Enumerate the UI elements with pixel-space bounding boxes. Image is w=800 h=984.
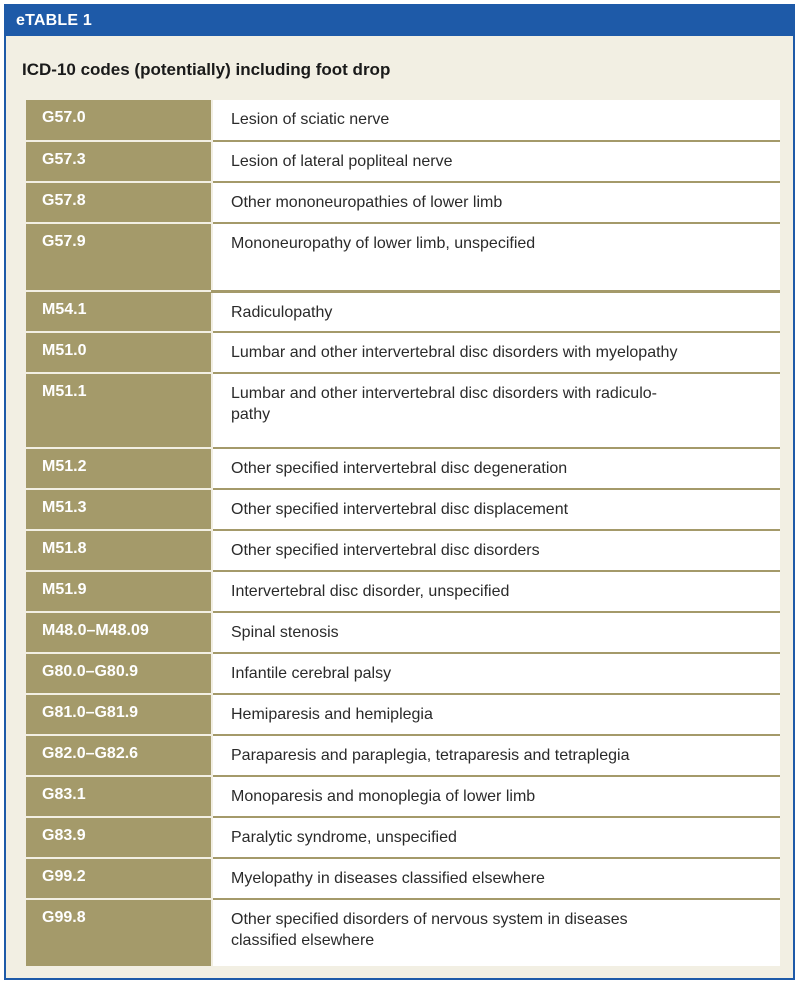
code-cell: G57.3 [26, 141, 212, 182]
description-cell: Other mononeuropathies of lower limb [212, 182, 780, 223]
description-cell: Paralytic syndrome, unspecified [212, 817, 780, 858]
code-cell: G83.1 [26, 776, 212, 817]
description-cell: Paraparesis and paraplegia, tetraparesis and tetraplegia [212, 735, 780, 776]
table-row [26, 776, 780, 817]
table-title: ICD-10 codes (potentially) including foot drop [22, 60, 391, 79]
table-row [26, 612, 780, 653]
description-cell: Lesion of lateral popliteal nerve [212, 141, 780, 182]
code-cell: M51.3 [26, 489, 212, 530]
description-cell: Other specified disorders of nervous system in diseases classified elsewhere [212, 899, 780, 966]
table-row [26, 530, 780, 571]
table-row [26, 489, 780, 530]
code-cell: G57.8 [26, 182, 212, 223]
description-cell: Monoparesis and monoplegia of lower limb [212, 776, 780, 817]
code-cell: M51.9 [26, 571, 212, 612]
code-cell: M54.1 [26, 291, 212, 332]
table-row [26, 141, 780, 182]
description-cell: Radiculopathy [212, 291, 780, 332]
table-row [26, 448, 780, 489]
code-cell: M51.2 [26, 448, 212, 489]
table-row [26, 858, 780, 899]
code-cell: M51.1 [26, 373, 212, 448]
code-cell: M51.8 [26, 530, 212, 571]
table-row [26, 899, 780, 966]
description-cell: Lesion of sciatic nerve [212, 100, 780, 141]
table-row [26, 373, 780, 448]
table-row [26, 291, 780, 332]
table-row [26, 100, 780, 141]
table-row [26, 817, 780, 858]
code-cell: G80.0–G80.9 [26, 653, 212, 694]
code-cell: M48.0–M48.09 [26, 612, 212, 653]
table-row [26, 571, 780, 612]
description-cell: Infantile cerebral palsy [212, 653, 780, 694]
description-cell: Mononeuropathy of lower limb, unspecified [212, 223, 780, 291]
description-cell: Other specified intervertebral disc degeneration [212, 448, 780, 489]
table-row [26, 653, 780, 694]
code-cell: G82.0–G82.6 [26, 735, 212, 776]
code-cell: G81.0–G81.9 [26, 694, 212, 735]
description-cell: Spinal stenosis [212, 612, 780, 653]
table-row [26, 694, 780, 735]
description-cell: Other specified intervertebral disc disorders [212, 530, 780, 571]
code-cell: G57.9 [26, 223, 212, 291]
description-cell: Myelopathy in diseases classified elsewhere [212, 858, 780, 899]
table-row [26, 223, 780, 291]
table-row [26, 182, 780, 223]
description-cell: Lumbar and other intervertebral disc disorders with radiculo- pathy [212, 373, 780, 448]
table-row [26, 735, 780, 776]
code-cell: G99.2 [26, 858, 212, 899]
description-cell: Intervertebral disc disorder, unspecified [212, 571, 780, 612]
description-cell: Hemiparesis and hemiplegia [212, 694, 780, 735]
table-row [26, 332, 780, 373]
icd-codes-table [26, 100, 780, 966]
code-cell: M51.0 [26, 332, 212, 373]
code-cell: G83.9 [26, 817, 212, 858]
code-cell: G99.8 [26, 899, 212, 966]
description-cell: Lumbar and other intervertebral disc disorders with myelopathy [212, 332, 780, 373]
table-frame [4, 4, 795, 980]
code-cell: G57.0 [26, 100, 212, 141]
description-cell: Other specified intervertebral disc displacement [212, 489, 780, 530]
table-label: eTABLE 1 [6, 6, 793, 36]
